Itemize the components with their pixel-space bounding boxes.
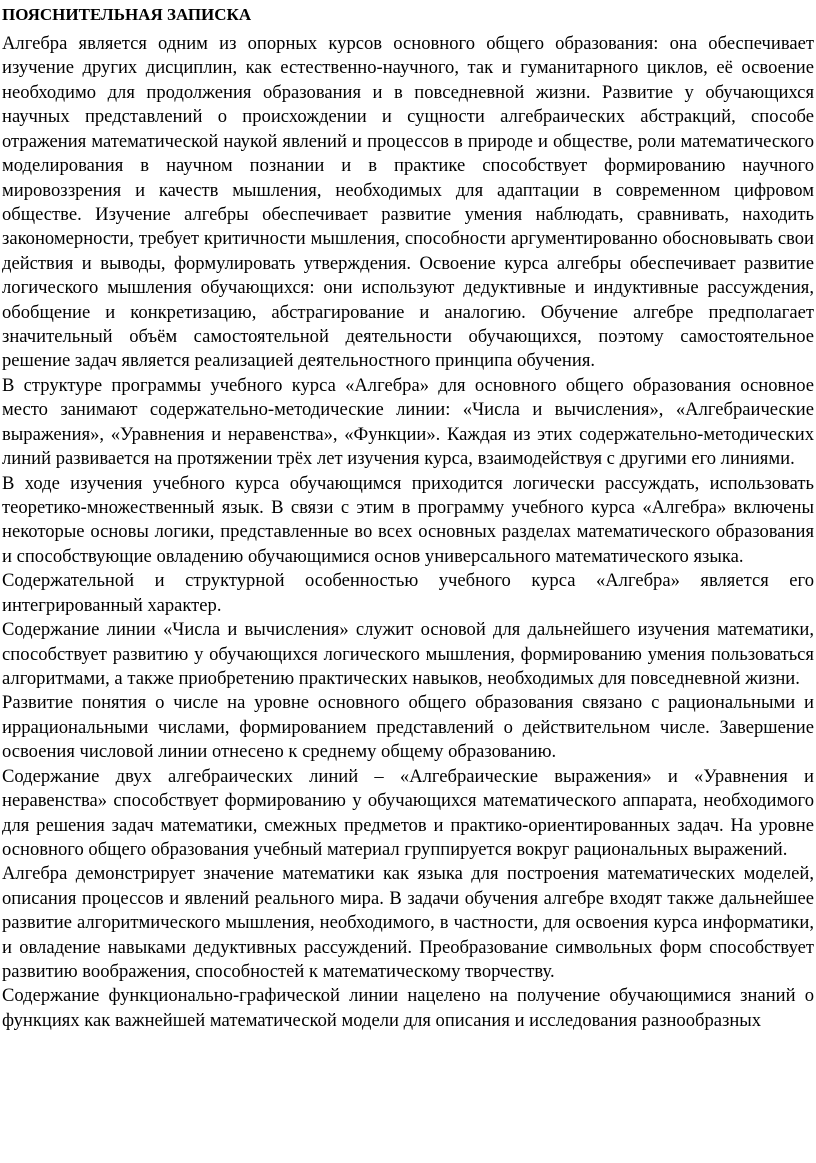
paragraph-program-structure: В структуре программы учебного курса «Алгебра» для основного общего образования основное место занимают содержательно-методические линии: «Числа и вычисления», «Алгебраические выражения», «Уравнения и неравенства», «Функции». Каждая из этих содержательно-методических линий развивается на протяжении трёх лет изучения курса, взаимодействуя с другими его линиями. <box>2 374 814 470</box>
paragraph-numbers-line: Содержание линии «Числа и вычисления» служит основой для дальнейшего изучения математики, способствует развитию у обучающихся логического мышления, формированию умения пользоваться алгоритмами, а также приобретению практических навыков, необходимых для повседневной жизни. <box>2 619 814 689</box>
paragraph-number-concept: Развитие понятия о числе на уровне основного общего образования связано с рациональными и иррациональными числами, формированием представлений о действительном числе. Завершение освоения числовой линии отнесено к среднему общему образованию. <box>2 692 814 763</box>
paragraph-algebra-intro: Алгебра является одним из опорных курсов основного общего образования: она обеспечивает изучение других дисциплин, как естественно-научного, так и гуманитарного циклов, её освоение необходимо для продолжения образования и в повседневной жизни. Развитие у обучающихся научных представлений о происхождении и сущности алгебраических абстракций, способе отражения математической наукой явлений и процессов в природе и обществе, роли математического моделирования в научном познании и в практике способствует формированию научного мировоззрения и качеств мышления, необходимых для адаптации в современном цифровом обществе. Изучение алгебры обеспечивает развитие умения наблюдать, сравнивать, находить закономерности, требует критичности мышления, способности аргументированно обосновывать свои действия и выводы, формулировать утверждения. Освоение курса алгебры обеспечивает развитие логического мышления обучающихся: они используют дедуктивные и индуктивные рассуждения, обобщение и конкретизацию, абстрагирование и аналогию. Обучение алгебре предполагает значительный объём самостоятельной деятельности обучающихся, поэтому самостоятельное решение задач является реализацией деятельностного принципа обучения. <box>2 33 814 372</box>
document-title: ПОЯСНИТЕЛЬНАЯ ЗАПИСКА <box>2 5 252 24</box>
paragraph-functional-line: Содержание функционально-графической линии нацелено на получение обучающимися знаний о функциях как важнейшей математической модели для описания и исследования разнообразных <box>2 985 814 1031</box>
paragraph-integrated-character: Содержательной и структурной особенностью учебного курса «Алгебра» является его интегрированный характер. <box>2 570 814 616</box>
paragraph-logic-language: В ходе изучения учебного курса обучающимся приходится логически рассуждать, использовать теоретико-множественный язык. В связи с этим в программу учебного курса «Алгебра» включены некоторые основы логики, представленные во всех основных разделах математического образования и способствующие овладению обучающимися основ универсального математического языка. <box>2 472 814 567</box>
paragraph-algebraic-lines: Содержание двух алгебраических линий – «Алгебраические выражения» и «Уравнения и неравенства» способствует формированию у обучающихся математического аппарата, необходимого для решения задач математики, смежных предметов и практико-ориентированных задач. На уровне основного общего образования учебный материал группируется вокруг рациональных выражений. <box>2 765 814 860</box>
paragraph-math-language: Алгебра демонстрирует значение математики как языка для построения математических моделей, описания процессов и явлений реального мира. В задачи обучения алгебре входят также дальнейшее развитие алгоритмического мышления, необходимого, в частности, для освоения курса информатики, и овладение навыками дедуктивных рассуждений. Преобразование символьных форм способствует развитию воображения, способностей к математическому творчеству. <box>2 863 814 983</box>
